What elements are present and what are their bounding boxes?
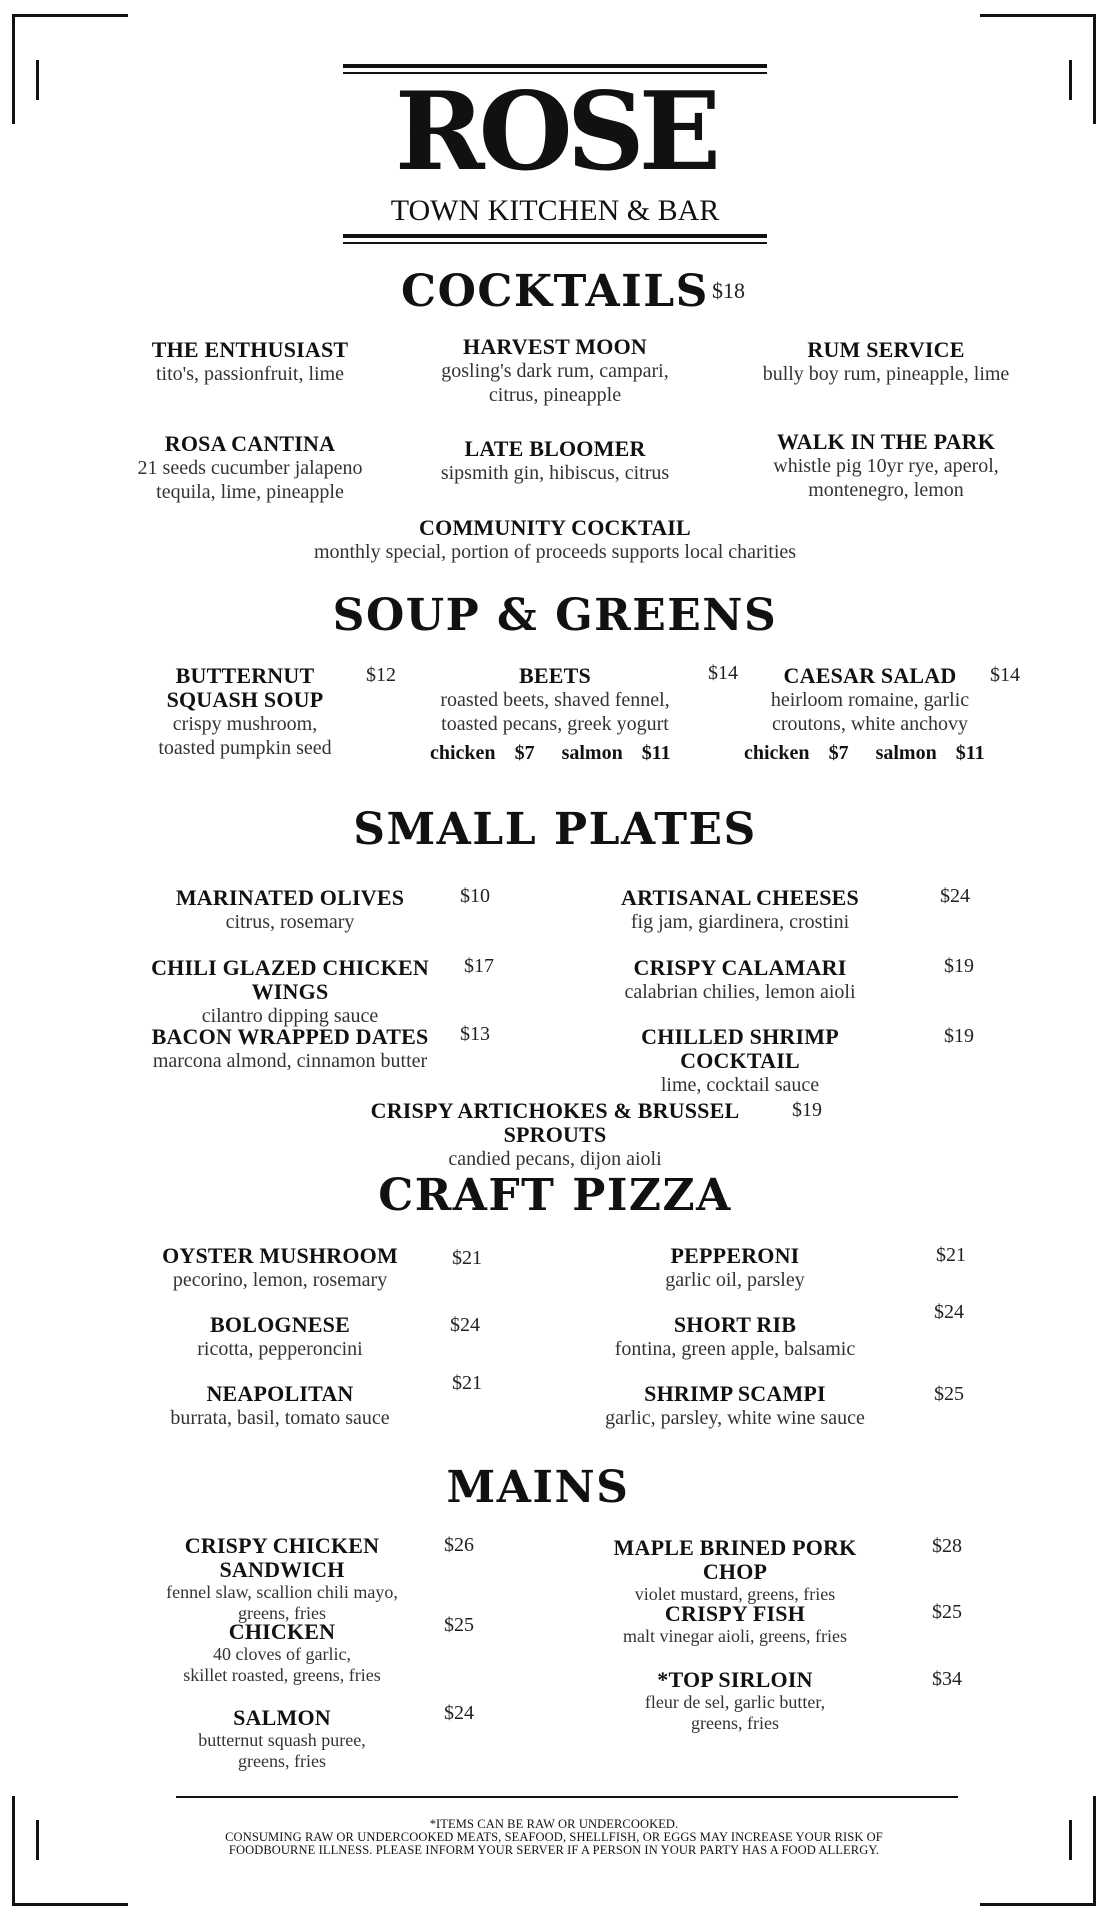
menu-item bbox=[130, 1534, 434, 1624]
section-heading-mains: MAINS bbox=[446, 1462, 630, 1513]
item-name: BUTTERNUT SQUASH SOUP bbox=[166, 663, 324, 712]
menu-item bbox=[120, 1025, 460, 1073]
item-name: THE ENTHUSIAST bbox=[151, 337, 349, 362]
item-name: ARTISANAL CHEESES bbox=[621, 885, 859, 910]
addon-row bbox=[744, 742, 1004, 765]
item-description: monthly special, portion of proceeds supports local charities bbox=[313, 541, 797, 563]
item-description: lime, cocktail sauce bbox=[660, 1074, 820, 1096]
item-price: $24 bbox=[444, 1702, 474, 1724]
item-description: whistle pig 10yr rye, aperol, montenegro, lemon bbox=[773, 455, 999, 501]
menu-item bbox=[585, 1602, 885, 1647]
menu-item bbox=[130, 1382, 430, 1430]
item-name: SHRIMP SCAMPI bbox=[644, 1381, 826, 1406]
menu-item bbox=[130, 664, 360, 760]
frame-corner-bottom-left bbox=[12, 1903, 128, 1906]
item-price: $19 bbox=[792, 1099, 822, 1121]
frame-corner-bottom-left-inner bbox=[36, 1820, 39, 1860]
item-name: CAESAR SALAD bbox=[783, 663, 957, 688]
item-description: calabrian chilies, lemon aioli bbox=[624, 981, 856, 1003]
frame-corner-bottom-left bbox=[12, 1796, 15, 1906]
addon-salmon-price: $11 bbox=[955, 742, 985, 764]
item-description: candied pecans, dijon aioli bbox=[448, 1148, 662, 1170]
item-name: CRISPY ARTICHOKES & BRUSSEL SPROUTS bbox=[370, 1098, 740, 1147]
item-name: MAPLE BRINED PORK CHOP bbox=[613, 1535, 857, 1584]
menu-item bbox=[130, 1313, 430, 1361]
item-name: OYSTER MUSHROOM bbox=[162, 1243, 398, 1268]
item-price: $34 bbox=[932, 1668, 962, 1690]
menu-item bbox=[120, 956, 460, 1028]
menu-item bbox=[110, 338, 390, 386]
item-name: RUM SERVICE bbox=[807, 337, 965, 362]
item-price: $24 bbox=[450, 1314, 480, 1336]
addon-row bbox=[430, 742, 690, 765]
frame-corner-bottom-right bbox=[1093, 1796, 1096, 1906]
item-description: garlic oil, parsley bbox=[665, 1269, 805, 1291]
menu-item bbox=[585, 1536, 885, 1605]
section-heading-cocktails: COCKTAILS bbox=[401, 266, 709, 317]
item-name: MARINATED OLIVES bbox=[175, 885, 405, 910]
item-description: tito's, passionfruit, lime bbox=[155, 363, 345, 385]
item-price: $24 bbox=[940, 885, 970, 907]
menu-item bbox=[140, 886, 440, 934]
menu-item bbox=[585, 1668, 885, 1734]
item-name: CRISPY CALAMARI bbox=[633, 955, 847, 980]
section-heading-small-plates: SMALL PLATES bbox=[353, 804, 757, 855]
addon-chicken-label: chicken bbox=[744, 742, 810, 764]
item-name: CHICKEN bbox=[228, 1619, 336, 1644]
item-name: SHORT RIB bbox=[673, 1312, 797, 1337]
disclaimer-line: *ITEMS CAN BE RAW OR UNDERCOOKED. bbox=[429, 1817, 679, 1831]
menu-item bbox=[400, 335, 710, 407]
frame-corner-bottom-right-inner bbox=[1069, 1820, 1072, 1860]
item-description: violet mustard, greens, fries bbox=[634, 1584, 836, 1604]
item-name: LATE BLOOMER bbox=[464, 436, 646, 461]
disclaimer-line: FOODBOURNE ILLNESS. PLEASE INFORM YOUR SERVER IF A PERSON IN YOUR PARTY HAS A FOOD ALLERGY. bbox=[228, 1843, 880, 1857]
menu-item bbox=[585, 1313, 885, 1361]
frame-corner-top-right bbox=[1093, 14, 1096, 124]
item-description: heirloom romaine, garlic croutons, white anchovy bbox=[770, 689, 970, 735]
item-price: $26 bbox=[444, 1534, 474, 1556]
item-price: $14 bbox=[990, 664, 1020, 686]
item-description: fig jam, giardinera, crostini bbox=[630, 911, 850, 933]
frame-corner-top-left-inner bbox=[36, 60, 39, 100]
item-name: BACON WRAPPED DATES bbox=[151, 1024, 429, 1049]
item-description: roasted beets, shaved fennel, toasted pecans, greek yogurt bbox=[440, 689, 670, 735]
section-heading-craft-pizza: CRAFT PIZZA bbox=[378, 1170, 732, 1221]
item-description: garlic, parsley, white wine sauce bbox=[605, 1407, 865, 1429]
item-name: WALK IN THE PARK bbox=[776, 429, 996, 454]
item-description: ricotta, pepperoncini bbox=[197, 1338, 363, 1360]
menu-item bbox=[726, 338, 1046, 386]
item-description: citrus, rosemary bbox=[225, 911, 355, 933]
item-name: SALMON bbox=[233, 1705, 331, 1730]
item-price: $19 bbox=[944, 1025, 974, 1047]
item-price: $17 bbox=[464, 955, 494, 977]
item-name: BEETS bbox=[519, 663, 591, 688]
item-description: 40 cloves of garlic, skillet roasted, greens, fries bbox=[183, 1644, 381, 1685]
item-name: CRISPY CHICKEN SANDWICH bbox=[184, 1533, 380, 1582]
menu-item bbox=[330, 1099, 780, 1171]
menu-item bbox=[585, 1244, 885, 1292]
item-name: *TOP SIRLOIN bbox=[657, 1667, 813, 1692]
item-description: fleur de sel, garlic butter, greens, fries bbox=[644, 1692, 826, 1733]
item-name: PEPPERONI bbox=[670, 1243, 800, 1268]
item-name: ROSA CANTINA bbox=[164, 431, 336, 456]
menu-item bbox=[200, 516, 910, 564]
frame-corner-top-left bbox=[12, 14, 128, 17]
logo-rule-bottom bbox=[343, 234, 767, 238]
item-price: $25 bbox=[932, 1601, 962, 1623]
menu-item bbox=[580, 1025, 900, 1097]
item-price: $14 bbox=[708, 662, 738, 684]
cocktails-price: $18 bbox=[712, 278, 745, 303]
item-description: burrata, basil, tomato sauce bbox=[170, 1407, 390, 1429]
item-price: $21 bbox=[452, 1372, 482, 1394]
addon-salmon-label: salmon bbox=[561, 742, 623, 764]
menu-item bbox=[400, 437, 710, 485]
menu-item bbox=[405, 664, 705, 736]
item-description: malt vinegar aioli, greens, fries bbox=[623, 1626, 847, 1646]
item-name: HARVEST MOON bbox=[463, 334, 647, 359]
disclaimer-line: CONSUMING RAW OR UNDERCOOKED MEATS, SEAFOOD, SHELLFISH, OR EGGS MAY INCREASE YOUR RISK OF bbox=[225, 1830, 883, 1844]
item-price: $28 bbox=[932, 1535, 962, 1557]
logo-rule-bottom-thin bbox=[343, 242, 767, 244]
item-description: crispy mushroom, toasted pumpkin seed bbox=[158, 713, 332, 759]
logo-subtitle: TOWN KITCHEN & BAR bbox=[390, 194, 720, 227]
item-price: $25 bbox=[934, 1383, 964, 1405]
item-name: CHILLED SHRIMP COCKTAIL bbox=[641, 1024, 839, 1073]
item-description: fennel slaw, scallion chili mayo, greens, fries bbox=[166, 1582, 398, 1623]
item-name: CRISPY FISH bbox=[664, 1601, 806, 1626]
item-description: butternut squash puree, greens, fries bbox=[198, 1730, 366, 1771]
frame-corner-top-left bbox=[12, 14, 15, 124]
item-description: 21 seeds cucumber jalapeno tequila, lime, pineapple bbox=[137, 457, 363, 503]
frame-corner-bottom-right bbox=[980, 1903, 1096, 1906]
logo-rule-top bbox=[343, 64, 767, 68]
menu-item bbox=[130, 1244, 430, 1292]
item-description: sipsmith gin, hibiscus, citrus bbox=[440, 462, 670, 484]
item-price: $19 bbox=[944, 955, 974, 977]
item-description: fontina, green apple, balsamic bbox=[614, 1338, 856, 1360]
item-description: bully boy rum, pineapple, lime bbox=[762, 363, 1010, 385]
item-name: BOLOGNESE bbox=[210, 1312, 350, 1337]
frame-corner-top-right bbox=[980, 14, 1096, 17]
addon-chicken-price: $7 bbox=[828, 742, 849, 764]
item-name: COMMUNITY COCKTAIL bbox=[419, 515, 691, 540]
item-name: NEAPOLITAN bbox=[206, 1381, 354, 1406]
item-description: marcona almond, cinnamon butter bbox=[152, 1050, 428, 1072]
item-price: $12 bbox=[366, 664, 396, 686]
menu-item bbox=[736, 430, 1036, 502]
addon-salmon-price: $11 bbox=[641, 742, 671, 764]
addon-salmon-label: salmon bbox=[875, 742, 937, 764]
addon-chicken-label: chicken bbox=[430, 742, 496, 764]
item-price: $25 bbox=[444, 1614, 474, 1636]
menu-item bbox=[575, 1382, 895, 1430]
item-price: $21 bbox=[936, 1244, 966, 1266]
allergy-disclaimer bbox=[150, 1818, 958, 1857]
item-name: CHILI GLAZED CHICKEN WINGS bbox=[151, 955, 429, 1004]
menu-item bbox=[740, 664, 1000, 736]
menu-item bbox=[590, 956, 890, 1004]
item-price: $24 bbox=[934, 1301, 964, 1323]
section-heading-soup-greens: SOUP & GREENS bbox=[332, 590, 778, 641]
item-description: gosling's dark rum, campari, citrus, pineapple bbox=[441, 360, 669, 406]
item-price: $10 bbox=[460, 885, 490, 907]
menu-item bbox=[150, 1620, 414, 1686]
menu-item bbox=[100, 432, 400, 504]
menu-item bbox=[150, 1706, 414, 1772]
item-price: $13 bbox=[460, 1023, 490, 1045]
item-description: cilantro dipping sauce bbox=[201, 1005, 379, 1027]
logo-wordmark: ROSE bbox=[394, 69, 716, 195]
item-price: $21 bbox=[452, 1247, 482, 1269]
menu-item bbox=[590, 886, 890, 934]
item-description: pecorino, lemon, rosemary bbox=[172, 1269, 388, 1291]
frame-corner-top-right-inner bbox=[1069, 60, 1072, 100]
footer-divider bbox=[176, 1796, 958, 1798]
addon-chicken-price: $7 bbox=[514, 742, 535, 764]
